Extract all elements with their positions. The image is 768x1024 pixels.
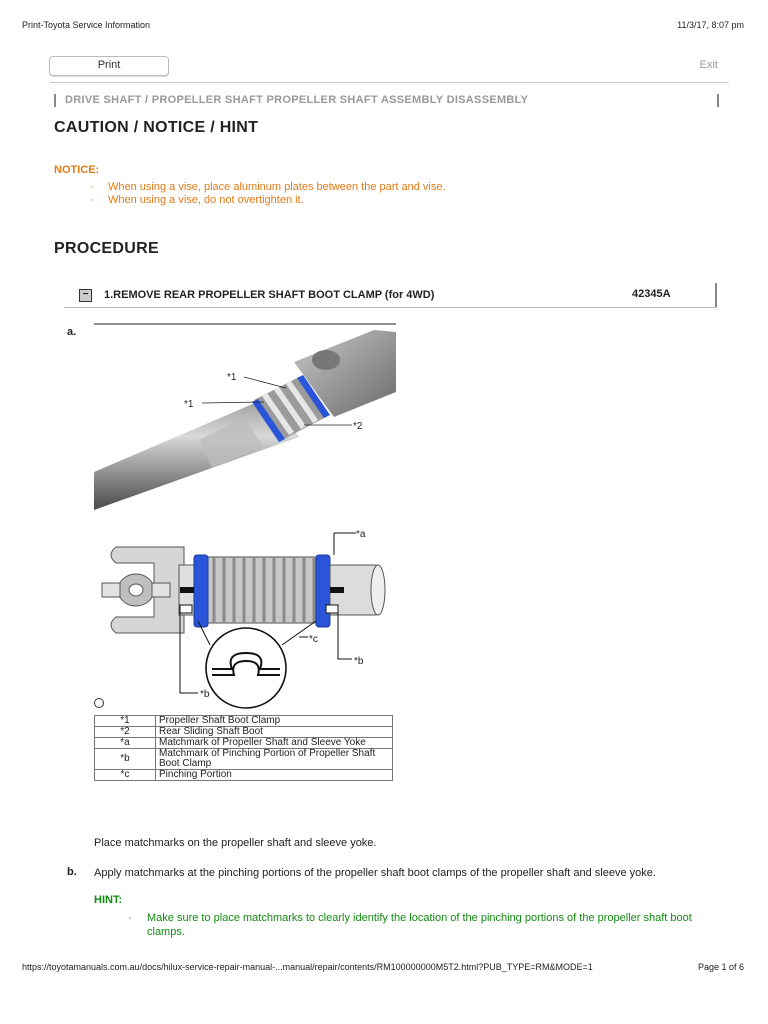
- table-row: [95, 727, 393, 738]
- print-button[interactable]: Print: [49, 56, 169, 76]
- sliding-shaft-boot: [204, 557, 324, 623]
- callout-label: *b: [200, 689, 210, 700]
- callout-label: *a: [356, 529, 366, 540]
- breadcrumb-right-bar: [717, 94, 719, 107]
- table-row: [95, 749, 393, 770]
- legend-key: *a: [95, 738, 156, 749]
- step-title: 1.REMOVE REAR PROPELLER SHAFT BOOT CLAMP (for 4WD): [104, 289, 435, 301]
- matchmark: [330, 587, 344, 593]
- table-row: [95, 716, 393, 727]
- legend-key: *2: [95, 727, 156, 738]
- breadcrumb: [54, 93, 719, 109]
- legend-key: *1: [95, 716, 156, 727]
- callout-label: *1: [184, 399, 194, 410]
- print-header-title: Print-Toyota Service Information: [22, 20, 151, 30]
- legend-value: Rear Sliding Shaft Boot: [156, 727, 393, 738]
- legend-key: *b: [95, 749, 156, 770]
- notice-item: [90, 181, 446, 194]
- callout-label: *c: [309, 634, 318, 645]
- footer-page-number: Page 1 of 6: [697, 962, 744, 972]
- matchmark: [180, 587, 194, 593]
- bullet: ·: [128, 912, 132, 924]
- step-header: [64, 283, 717, 308]
- hint-item-text: Make sure to place matchmarks to clearly identify the location of the pinching portions of the propeller shaft boot clamps.: [147, 912, 692, 938]
- collapse-icon[interactable]: −: [79, 289, 92, 302]
- bullet: ·: [90, 194, 94, 206]
- legend-value: Propeller Shaft Boot Clamp: [156, 716, 393, 727]
- legend-value: Pinching Portion: [156, 770, 393, 781]
- print-header-datetime: 11/3/17, 8:07 pm: [677, 20, 744, 30]
- instruction-text: Apply matchmarks at the pinching portions of the propeller shaft boot clamps of the propeller shaft and sleeve yoke.: [94, 867, 656, 879]
- circle-marker-icon: [94, 698, 104, 708]
- notice-item-text: When using a vise, do not overtighten it.: [108, 194, 304, 206]
- step-right-bar: [715, 283, 717, 307]
- hint-item: [128, 911, 698, 939]
- table-row: [95, 738, 393, 749]
- exit-link[interactable]: Exit: [699, 59, 718, 71]
- callout-label: *1: [227, 372, 237, 383]
- procedure-heading: PROCEDURE: [54, 240, 159, 257]
- footer-url: https://toyotamanuals.com.au/docs/hilux-service-repair-manual-...manual/repair/contents/RM100000000M5T2.html?PUB_TYPE=RM&MODE=1: [22, 962, 593, 972]
- instruction-text: Place matchmarks on the propeller shaft and sleeve yoke.: [94, 837, 377, 849]
- legend-value: Matchmark of Pinching Portion of Propeller Shaft Boot Clamp: [156, 749, 393, 770]
- boot-clamp: [194, 555, 208, 627]
- sleeve-yoke: [102, 547, 184, 633]
- notice-list: [90, 181, 446, 207]
- notice-label: NOTICE:: [54, 164, 100, 176]
- caution-heading: CAUTION / NOTICE / HINT: [54, 119, 259, 136]
- shaft-photo-illustration: [94, 322, 396, 510]
- boot-clamp: [316, 555, 330, 627]
- matchmark: [180, 605, 192, 613]
- callout-label: *b: [354, 656, 364, 667]
- legend-table: [94, 715, 393, 781]
- notice-item: [90, 194, 446, 207]
- legend-value: Matchmark of Propeller Shaft and Sleeve Yoke: [156, 738, 393, 749]
- step-code: 42345A: [632, 288, 671, 300]
- divider: [50, 82, 729, 83]
- substep-b-label: b.: [67, 866, 77, 878]
- legend-key: *c: [95, 770, 156, 781]
- breadcrumb-text: DRIVE SHAFT / PROPELLER SHAFT PROPELLER SHAFT ASSEMBLY DISASSEMBLY: [65, 94, 529, 106]
- matchmark-diagram: [94, 525, 396, 715]
- bullet: ·: [90, 181, 94, 193]
- callout-label: *2: [353, 421, 363, 432]
- substep-a-label: a.: [67, 326, 77, 338]
- matchmark: [326, 605, 338, 613]
- table-row: [95, 770, 393, 781]
- hint-label: HINT:: [94, 894, 123, 906]
- breadcrumb-left-bar: [54, 94, 56, 107]
- notice-item-text: When using a vise, place aluminum plates between the part and vise.: [108, 181, 446, 193]
